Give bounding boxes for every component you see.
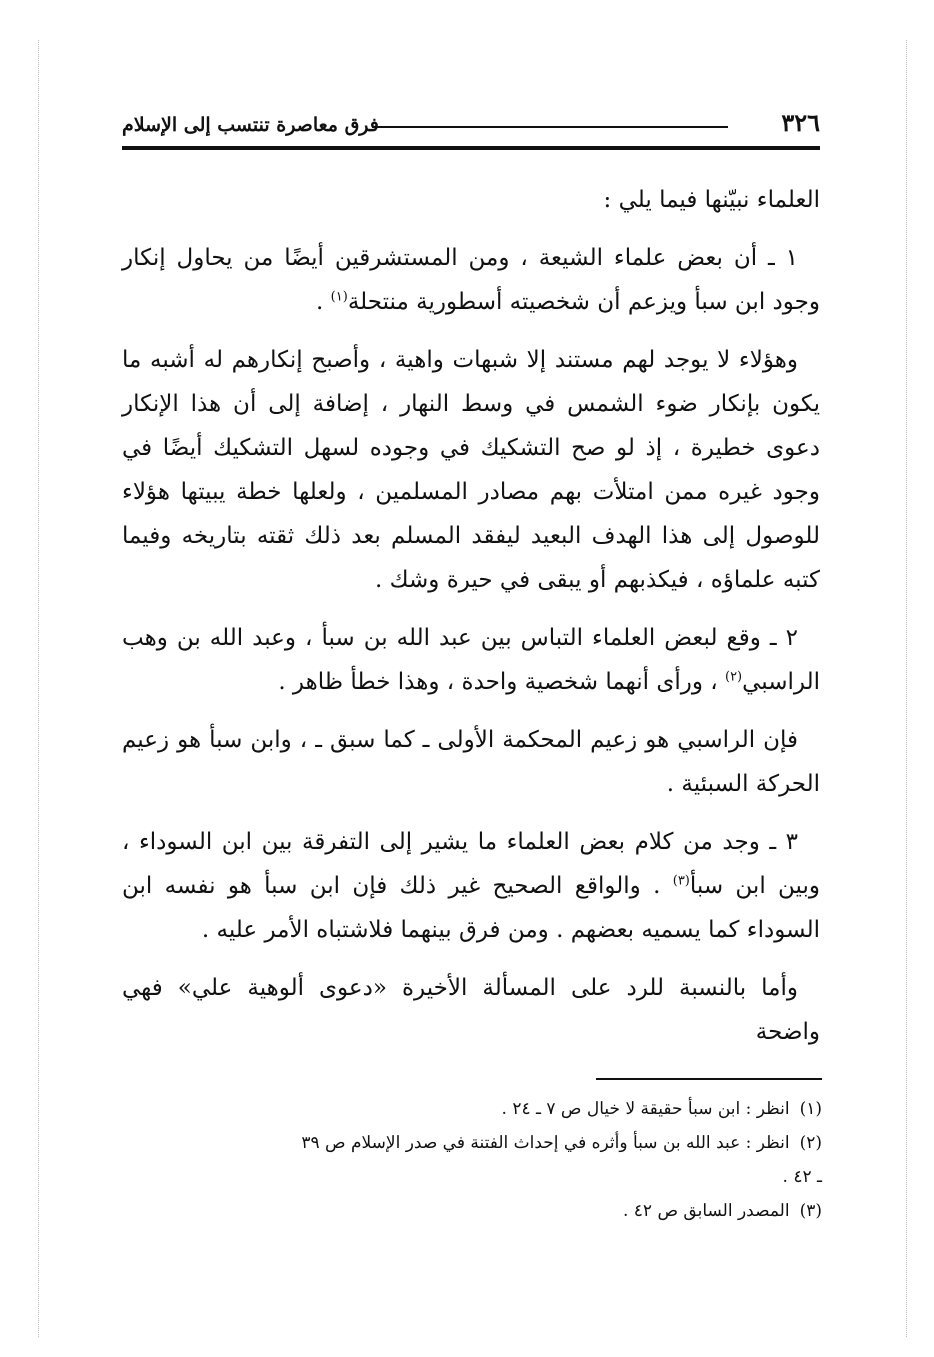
footnote-1	[300, 1092, 822, 1126]
paragraph-point-2: ٢ ـ وقع لبعض العلماء التباس بين عبد الله بن سبأ ، وعبد الله بن وهب الراسبي$^{(٢)}$ ، ورأى أنهما شخصية واحدة ، وهذا خطأ ظاهر .	[122, 625, 820, 695]
footnote-3	[300, 1194, 822, 1228]
paragraph-last: وأما بالنسبة للرد على المسألة الأخيرة «دعوى ألوهية علي» فهي واضحة	[122, 975, 820, 1045]
footnote-number: (١)	[799, 1099, 822, 1119]
paragraph-rebuttal: وهؤلاء لا يوجد لهم مستند إلا شبهات واهية ، وأصبح إنكارهم له أشبه ما يكون بإنكار ضوء الشمس في وسط النهار ، إضافة إلى أن هذا الإنكار دعوى خطيرة ، إذ لو صح التشكيك في وجوده لسهل التشكيك أيضًا في وجود غيره ممن امتلأت بهم مصادر المسلمين ، ولعلها خطة يبيتها هؤلاء للوصول إلى هذا الهدف البعيد ليفقد المسلم بعد ذلك ثقته بتاريخه وفيما كتبه علماؤه ، فيكذبهم أو يبقى في حيرة وشك .	[122, 347, 820, 593]
paragraph-point-1: ١ ـ أن بعض علماء الشيعة ، ومن المستشرقين أيضًا من يحاول إنكار وجود ابن سبأ ويزعم أن شخصيته أسطورية منتحلة$^{(١)}$ .	[122, 245, 820, 315]
body-text	[122, 178, 820, 1068]
page-header	[122, 108, 820, 144]
header-dash	[372, 126, 728, 128]
paragraph-point-3: ٣ ـ وجد من كلام بعض العلماء ما يشير إلى التفرقة بين ابن السوداء ، وبين ابن سبأ$^{(٣)}$ . والواقع الصحيح غير ذلك فإن ابن سبأ هو نفسه ابن السوداء كما يسميه بعضهم . ومن فرق بينهما فلاشتباه الأمر عليه .	[122, 829, 820, 943]
footnote-number: (٣)	[799, 1201, 822, 1221]
left-margin-dots	[38, 40, 39, 1337]
paragraph-intro: العلماء نبيّنها فيما يلي :	[603, 187, 820, 213]
footnote-text: انظر : ابن سبأ حقيقة لا خيال ص ٧ ـ ٢٤ .	[501, 1099, 790, 1119]
footnote-text: انظر : عبد الله بن سبأ وأثره في إحداث الفتنة في صدر الإسلام ص ٣٩ ـ ٤٢ .	[301, 1133, 822, 1187]
header-rule	[122, 146, 820, 150]
footnotes	[300, 1092, 822, 1228]
footnote-ref-3[interactable]: (٣)	[672, 873, 690, 889]
right-margin-dots	[906, 40, 907, 1337]
footnote-ref-1[interactable]: (١)	[330, 289, 348, 305]
footnote-text: المصدر السابق ص ٤٢ .	[622, 1201, 790, 1221]
footnote-ref-2[interactable]: (٢)	[724, 669, 743, 685]
running-title: فرق معاصرة تنتسب إلى الإسلام	[122, 114, 379, 136]
footnote-number: (٢)	[799, 1133, 822, 1153]
paragraph-rasibi: فإن الراسبي هو زعيم المحكمة الأولى ـ كما سبق ـ ، وابن سبأ هو زعيم الحركة السبئية .	[122, 727, 820, 797]
footnote-rule	[596, 1078, 822, 1080]
page-number: ٣٢٦	[781, 108, 820, 137]
footnote-2	[300, 1126, 822, 1194]
